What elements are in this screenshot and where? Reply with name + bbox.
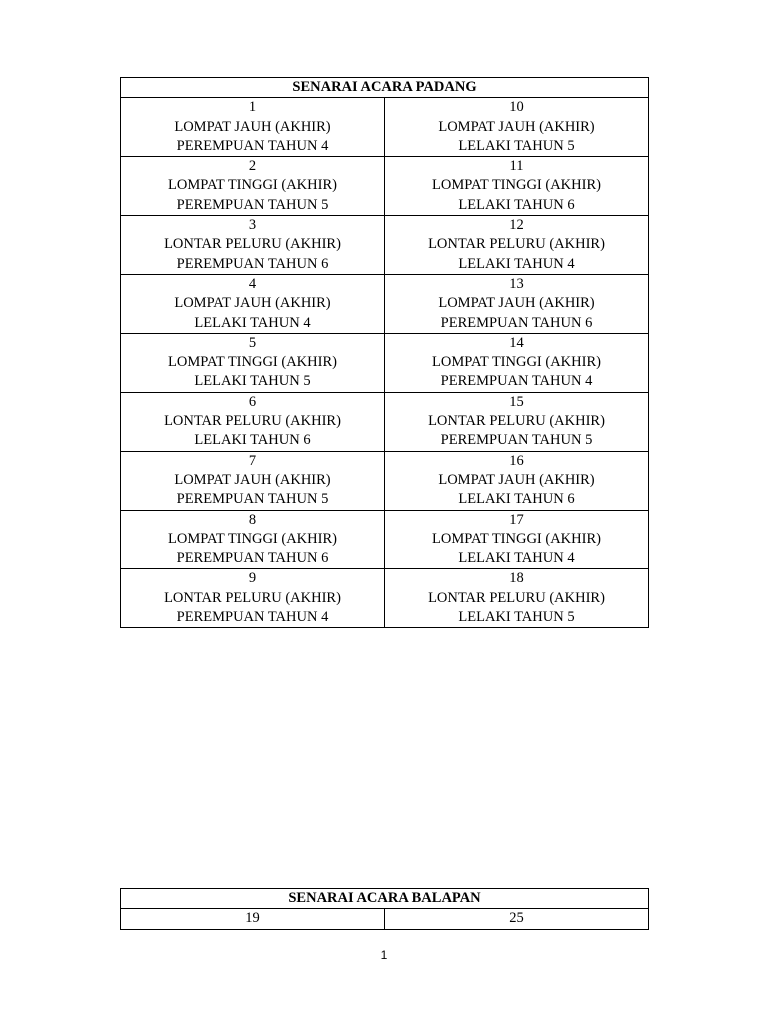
event-category: LELAKI TAHUN 4 — [458, 550, 575, 567]
event-cell — [121, 451, 385, 510]
table-row — [121, 157, 649, 216]
table-row — [121, 274, 649, 333]
event-name: LOMPAT TINGGI (AKHIR) — [168, 354, 337, 371]
event-name: LOMPAT JAUH (AKHIR) — [174, 295, 331, 312]
event-name: LONTAR PELURU (AKHIR) — [428, 236, 605, 253]
event-number: 10 — [509, 99, 524, 116]
event-category: PEREMPUAN TAHUN 5 — [176, 196, 329, 213]
table-row — [121, 216, 649, 275]
event-category: LELAKI TAHUN 5 — [458, 137, 575, 154]
event-category: LELAKI TAHUN 5 — [194, 373, 311, 390]
event-name: LONTAR PELURU (AKHIR) — [164, 236, 341, 253]
event-cell — [121, 157, 385, 216]
event-category: LELAKI TAHUN 6 — [458, 491, 575, 508]
event-name: LOMPAT TINGGI (AKHIR) — [168, 177, 337, 194]
event-number: 15 — [509, 393, 524, 410]
event-number: 4 — [248, 275, 257, 292]
event-category: PEREMPUAN TAHUN 6 — [176, 550, 329, 567]
event-cell — [121, 392, 385, 451]
event-category: LELAKI TAHUN 5 — [458, 609, 575, 626]
field-events-body — [121, 98, 649, 628]
table-row — [121, 392, 649, 451]
event-category: LELAKI TAHUN 6 — [458, 196, 575, 213]
event-name: LONTAR PELURU (AKHIR) — [428, 589, 605, 606]
table-row — [121, 98, 649, 157]
event-number: 1 — [248, 99, 257, 116]
event-category: PEREMPUAN TAHUN 5 — [176, 491, 329, 508]
event-category: PEREMPUAN TAHUN 4 — [176, 609, 329, 626]
table-row — [121, 333, 649, 392]
track-events-table — [120, 888, 649, 930]
table-row — [121, 451, 649, 510]
event-name: LONTAR PELURU (AKHIR) — [164, 589, 341, 606]
event-name: LONTAR PELURU (AKHIR) — [164, 413, 341, 430]
event-category: PEREMPUAN TAHUN 6 — [176, 255, 329, 272]
event-category: PEREMPUAN TAHUN 4 — [176, 137, 329, 154]
event-name: LOMPAT TINGGI (AKHIR) — [432, 354, 601, 371]
event-number: 2 — [248, 158, 257, 175]
event-name: LOMPAT JAUH (AKHIR) — [438, 118, 595, 135]
event-number: 18 — [509, 570, 524, 587]
event-name: LOMPAT TINGGI (AKHIR) — [168, 530, 337, 547]
event-cell — [121, 510, 385, 569]
table-row — [121, 909, 649, 929]
event-number: 12 — [509, 217, 524, 234]
event-cell — [385, 510, 649, 569]
event-name: LOMPAT JAUH (AKHIR) — [174, 118, 331, 135]
event-cell — [385, 451, 649, 510]
event-number: 19 — [245, 910, 260, 927]
event-cell — [121, 909, 385, 929]
event-cell — [385, 98, 649, 157]
event-cell — [385, 909, 649, 929]
event-cell — [385, 333, 649, 392]
event-category: PEREMPUAN TAHUN 5 — [440, 432, 593, 449]
event-cell — [385, 274, 649, 333]
event-number: 3 — [248, 217, 257, 234]
event-category: PEREMPUAN TAHUN 4 — [440, 373, 593, 390]
event-number: 8 — [248, 511, 257, 528]
event-cell — [385, 569, 649, 628]
event-category: LELAKI TAHUN 6 — [194, 432, 311, 449]
table-title: SENARAI ACARA BALAPAN — [121, 889, 649, 909]
event-number: 13 — [509, 275, 524, 292]
event-cell — [121, 333, 385, 392]
event-number: 17 — [509, 511, 524, 528]
event-cell — [121, 569, 385, 628]
event-cell — [121, 216, 385, 275]
event-number: 7 — [248, 452, 257, 469]
event-number: 14 — [509, 334, 524, 351]
event-name: LOMPAT JAUH (AKHIR) — [438, 471, 595, 488]
table-row — [121, 510, 649, 569]
event-number: 11 — [509, 158, 524, 175]
event-name: LOMPAT TINGGI (AKHIR) — [432, 530, 601, 547]
event-number: 16 — [509, 452, 524, 469]
event-name: LONTAR PELURU (AKHIR) — [428, 413, 605, 430]
event-cell — [121, 98, 385, 157]
table-row — [121, 569, 649, 628]
event-name: LOMPAT JAUH (AKHIR) — [438, 295, 595, 312]
event-name: LOMPAT JAUH (AKHIR) — [174, 471, 331, 488]
event-cell — [385, 392, 649, 451]
event-cell — [121, 274, 385, 333]
field-events-table — [120, 77, 649, 628]
event-name: LOMPAT TINGGI (AKHIR) — [432, 177, 601, 194]
table-title: SENARAI ACARA PADANG — [121, 78, 649, 98]
event-cell — [385, 216, 649, 275]
page-number: 1 — [380, 948, 388, 962]
event-category: LELAKI TAHUN 4 — [458, 255, 575, 272]
event-number: 6 — [248, 393, 257, 410]
event-cell — [385, 157, 649, 216]
event-category: LELAKI TAHUN 4 — [194, 314, 311, 331]
event-number: 25 — [509, 910, 524, 927]
event-number: 9 — [248, 570, 257, 587]
track-events-body — [121, 909, 649, 929]
event-number: 5 — [248, 334, 257, 351]
event-category: PEREMPUAN TAHUN 6 — [440, 314, 593, 331]
